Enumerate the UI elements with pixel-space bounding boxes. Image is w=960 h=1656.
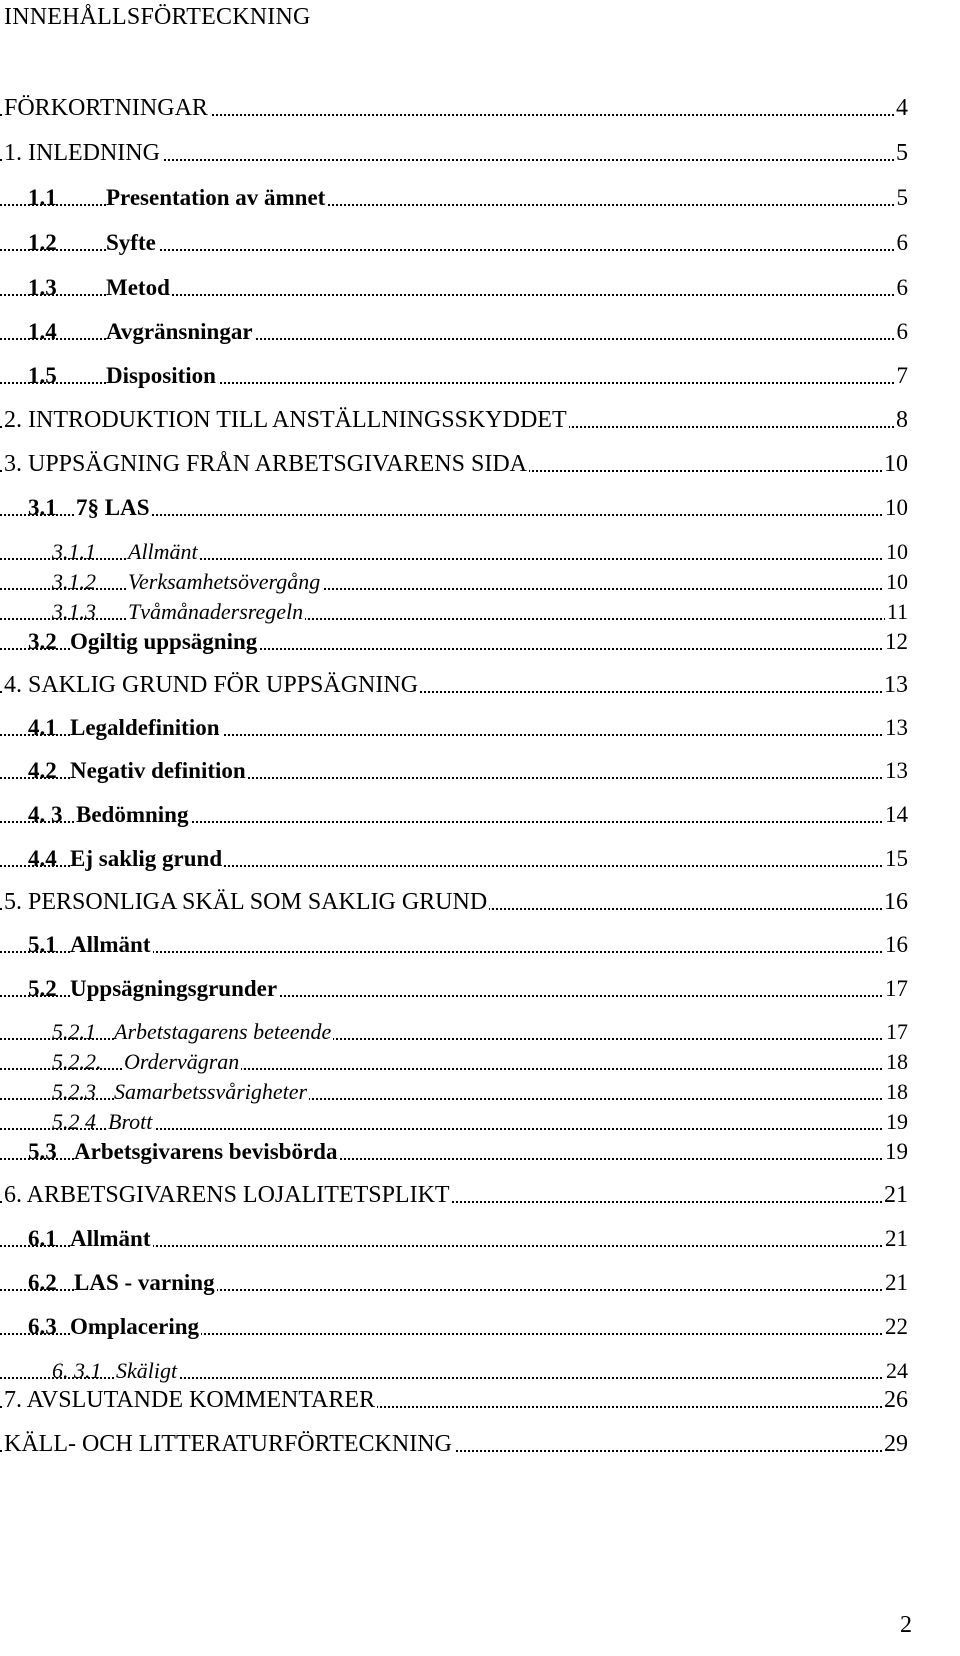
toc-entry-label: Arbetstagarens beteende bbox=[114, 1017, 333, 1047]
toc-entry-page: 10 bbox=[884, 567, 908, 597]
toc-entry[interactable] bbox=[0, 493, 960, 523]
toc-entry-page: 19 bbox=[884, 1107, 908, 1137]
toc-entry-number: 4.2 bbox=[28, 758, 57, 783]
toc-entry-label: Ordervägran bbox=[124, 1047, 241, 1077]
toc-entry-page: 17 bbox=[884, 1017, 908, 1047]
toc-entry-page: 5 bbox=[896, 140, 908, 166]
toc-entry[interactable] bbox=[0, 974, 960, 1004]
toc-entry-label: 5. PERSONLIGA SKÄL SOM SAKLIG GRUND bbox=[4, 889, 488, 915]
toc-entry-number: 5.2 4 bbox=[52, 1109, 96, 1134]
toc-title: INNEHÅLLSFÖRTECKNING bbox=[4, 4, 311, 30]
toc-entry[interactable] bbox=[0, 1385, 960, 1415]
toc-entry-page: 16 bbox=[883, 930, 908, 960]
toc-entry[interactable] bbox=[0, 93, 960, 123]
toc-entry[interactable] bbox=[0, 930, 960, 960]
toc-entry-number: 1.1 bbox=[28, 185, 57, 210]
toc-entry-page: 6 bbox=[895, 228, 909, 258]
toc-entry[interactable] bbox=[0, 228, 960, 258]
toc-entry-label: KÄLL- OCH LITTERATURFÖRTECKNING bbox=[4, 1431, 452, 1457]
toc-entry-label: Legaldefinition bbox=[70, 713, 222, 743]
toc-entry-page: 18 bbox=[884, 1077, 908, 1107]
toc-entry-page: 29 bbox=[884, 1431, 908, 1457]
toc-entry[interactable] bbox=[0, 713, 960, 743]
toc-entry[interactable] bbox=[0, 273, 960, 303]
toc-entry-label: Uppsägningsgrunder bbox=[70, 974, 279, 1004]
toc-entry-page: 5 bbox=[895, 183, 909, 213]
toc-entry-number: 3.1.3 bbox=[52, 599, 96, 624]
toc-entry-number: 1.4 bbox=[28, 319, 57, 344]
toc-entry-number: 5.2.3 bbox=[52, 1079, 96, 1104]
toc-entry[interactable] bbox=[0, 138, 960, 168]
toc-entry-number: 5.1 bbox=[28, 932, 57, 957]
toc-entry-label: 1. INLEDNING bbox=[4, 140, 160, 166]
toc-entry-number: 3.1.2 bbox=[52, 569, 96, 594]
toc-entry-page: 6 bbox=[895, 273, 909, 303]
toc-entry-number: 3.1.1 bbox=[52, 539, 96, 564]
toc-entry[interactable] bbox=[0, 756, 960, 786]
toc-entry-label: Ogiltig uppsägning bbox=[70, 627, 259, 657]
toc-entry-label: Brott bbox=[108, 1107, 154, 1137]
toc-entry[interactable] bbox=[0, 844, 960, 874]
toc-entry-page: 13 bbox=[883, 713, 908, 743]
toc-entry-label: Syfte bbox=[106, 228, 158, 258]
toc-entry-label: Verksamhetsövergång bbox=[128, 567, 322, 597]
toc-entry-page: 6 bbox=[895, 317, 909, 347]
toc-entry-page: 11 bbox=[885, 597, 908, 627]
toc-entry-label: Allmänt bbox=[70, 930, 153, 960]
toc-entry-page: 10 bbox=[884, 537, 908, 567]
toc-entry-page: 17 bbox=[883, 974, 908, 1004]
toc-entry[interactable] bbox=[0, 449, 960, 479]
toc-entry-label: LAS - varning bbox=[74, 1268, 217, 1298]
toc-entry-page: 21 bbox=[883, 1224, 908, 1254]
toc-entry-number: 3.2 bbox=[28, 629, 57, 654]
toc-entry-number: 1.2 bbox=[28, 230, 57, 255]
toc-entry-label: Arbetsgivarens bevisbörda bbox=[74, 1137, 339, 1167]
toc-entry[interactable] bbox=[0, 361, 960, 391]
toc-entry-label: 4. SAKLIG GRUND FÖR UPPSÄGNING bbox=[4, 672, 419, 698]
toc-entry[interactable] bbox=[0, 1356, 960, 1386]
toc-entry-page: 16 bbox=[884, 889, 908, 915]
toc-entry-page: 21 bbox=[884, 1182, 908, 1208]
toc-entry-number: 6.1 bbox=[28, 1226, 57, 1251]
toc-entry[interactable] bbox=[0, 1429, 960, 1459]
toc-entry-label: Presentation av ämnet bbox=[106, 183, 327, 213]
toc-entry-label: Allmänt bbox=[70, 1224, 153, 1254]
toc-entry-number: 4.4 bbox=[28, 846, 57, 871]
toc-entry[interactable] bbox=[0, 1077, 960, 1107]
toc-entry[interactable] bbox=[0, 317, 960, 347]
toc-entry-label: Avgränsningar bbox=[106, 317, 255, 347]
toc-entry-label: 7§ LAS bbox=[76, 493, 152, 523]
toc-entry-number: 5.2.1 bbox=[52, 1019, 96, 1044]
toc-entry[interactable] bbox=[0, 1224, 960, 1254]
toc-entry-label: Tvåmånadersregeln bbox=[128, 597, 305, 627]
toc-entry-label: Skäligt bbox=[116, 1356, 179, 1386]
toc-entry-number: 6.3 bbox=[28, 1314, 57, 1339]
toc-entry[interactable] bbox=[0, 405, 960, 435]
toc-entry-page: 13 bbox=[883, 756, 908, 786]
toc-entry-label: FÖRKORTNINGAR bbox=[4, 95, 208, 121]
toc-entry[interactable] bbox=[0, 537, 960, 567]
toc-entry-number: 5.3 bbox=[28, 1139, 57, 1164]
toc-entry-page: 26 bbox=[884, 1387, 908, 1413]
toc-entry-page: 18 bbox=[884, 1047, 908, 1077]
toc-entry-page: 14 bbox=[883, 800, 908, 830]
toc-entry-number: 1.5 bbox=[28, 363, 57, 388]
toc-entry-page: 15 bbox=[883, 844, 908, 874]
toc-entry-label: Negativ definition bbox=[70, 756, 248, 786]
toc-entry-label: Metod bbox=[106, 273, 172, 303]
toc-entry[interactable] bbox=[0, 1047, 960, 1077]
toc-entry-number: 6. 3.1 bbox=[52, 1358, 102, 1383]
toc-entry-page: 7 bbox=[895, 361, 909, 391]
toc-entry-page: 10 bbox=[883, 493, 908, 523]
toc-entry-label: Allmänt bbox=[128, 537, 200, 567]
toc-entry-page: 21 bbox=[883, 1268, 908, 1298]
toc-entry-page: 12 bbox=[883, 627, 908, 657]
toc-entry-number: 5.2.2. bbox=[52, 1049, 102, 1074]
toc-entry[interactable] bbox=[0, 1137, 960, 1167]
toc-entry-label: Ej saklig grund bbox=[70, 844, 224, 874]
toc-entry-number: 4. 3 bbox=[28, 802, 63, 827]
toc-entry[interactable] bbox=[0, 670, 960, 700]
toc-entry-number: 5.2 bbox=[28, 976, 57, 1001]
toc-entry[interactable] bbox=[0, 183, 960, 213]
toc-entry-page: 22 bbox=[883, 1312, 908, 1342]
toc-entry[interactable] bbox=[0, 597, 960, 627]
page-number: 2 bbox=[900, 1612, 912, 1638]
toc-entry-label: Samarbetssvårigheter bbox=[114, 1077, 309, 1107]
toc-entry[interactable] bbox=[0, 627, 960, 657]
toc-entry-number: 4.1 bbox=[28, 715, 57, 740]
toc-entry[interactable] bbox=[0, 800, 960, 830]
toc-entry-page: 13 bbox=[884, 672, 908, 698]
toc-entry[interactable] bbox=[0, 1180, 960, 1210]
toc-entry-label: 3. UPPSÄGNING FRÅN ARBETSGIVARENS SIDA bbox=[4, 451, 527, 477]
toc-entry-number: 6.2 bbox=[28, 1270, 57, 1295]
toc-entry-page: 24 bbox=[884, 1356, 908, 1386]
toc-entry[interactable] bbox=[0, 1268, 960, 1298]
toc-entry-label: 7. AVSLUTANDE KOMMENTARER bbox=[4, 1387, 376, 1413]
toc-entry-label: Disposition bbox=[106, 361, 218, 391]
toc-entry-page: 10 bbox=[884, 451, 908, 477]
toc-entry-label: 2. INTRODUKTION TILL ANSTÄLLNINGSSKYDDET bbox=[4, 407, 567, 433]
toc-entry-page: 4 bbox=[896, 95, 908, 121]
toc-entry-label: Omplacering bbox=[70, 1312, 201, 1342]
toc-entry-number: 3.1 bbox=[28, 495, 57, 520]
toc-entry[interactable] bbox=[0, 1312, 960, 1342]
toc-entry-number: 1.3 bbox=[28, 275, 57, 300]
toc-entry-page: 19 bbox=[883, 1137, 908, 1167]
toc-entry-label: 6. ARBETSGIVARENS LOJALITETSPLIKT bbox=[4, 1182, 450, 1208]
toc-entry[interactable] bbox=[0, 567, 960, 597]
toc-entry[interactable] bbox=[0, 1107, 960, 1137]
toc-entry[interactable] bbox=[0, 887, 960, 917]
toc-entry-page: 8 bbox=[896, 407, 908, 433]
toc-entry[interactable] bbox=[0, 1017, 960, 1047]
toc-entry-label: Bedömning bbox=[76, 800, 190, 830]
